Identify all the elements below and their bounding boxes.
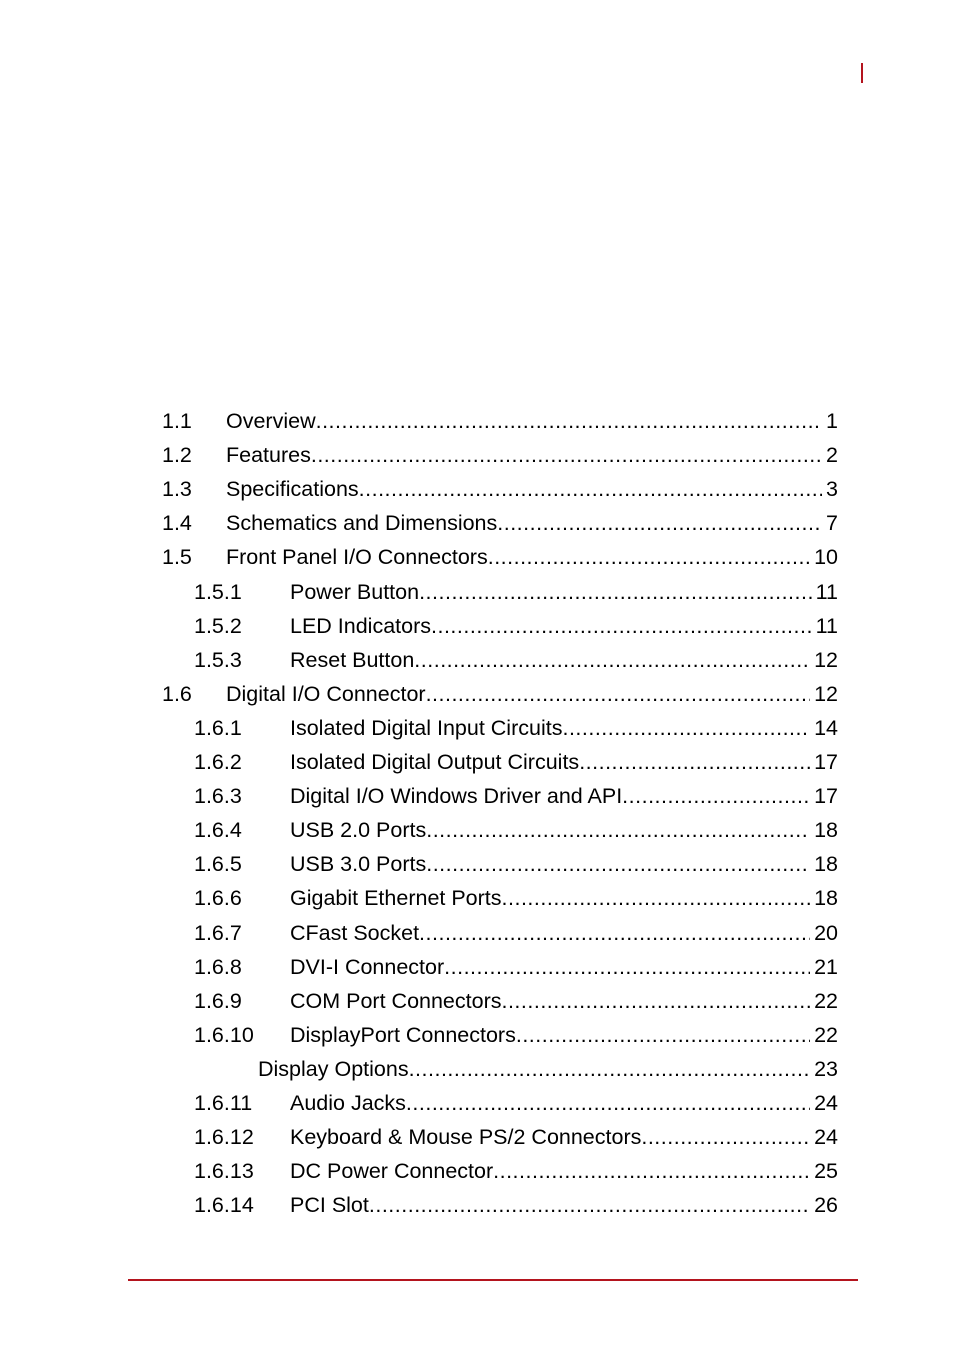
toc-entry-title[interactable]: Keyboard & Mouse PS/2 Connectors xyxy=(290,1125,642,1150)
toc-entry-title[interactable]: CFast Socket xyxy=(290,920,420,945)
toc-section-number: 1.5.1 xyxy=(194,579,242,604)
toc-row[interactable] xyxy=(0,438,954,472)
toc-dot-leader xyxy=(493,1154,810,1188)
toc-section-number: 1.6.11 xyxy=(194,1091,253,1115)
toc-row[interactable] xyxy=(0,472,954,506)
footer-rule xyxy=(128,1279,858,1281)
toc-section-number: 1.6 xyxy=(162,681,192,706)
toc-dot-leader xyxy=(497,506,822,540)
toc-section-number: 1.6.6 xyxy=(194,886,242,911)
toc-dot-leader xyxy=(426,677,811,711)
toc-dot-leader xyxy=(426,813,810,847)
toc-dot-leader xyxy=(502,881,811,915)
toc-entry-title[interactable]: USB 2.0 Ports xyxy=(290,818,427,843)
toc-page-number[interactable]: 11 xyxy=(815,613,838,638)
toc-entry-title[interactable]: Features xyxy=(226,443,311,468)
toc-page-number[interactable]: 14 xyxy=(814,715,838,740)
toc-page-number[interactable]: 24 xyxy=(814,1091,838,1115)
toc-section-number: 1.4 xyxy=(162,511,192,536)
toc-entry-title[interactable]: Display Options xyxy=(258,1056,409,1081)
toc-section-number: 1.6.7 xyxy=(194,920,242,945)
toc-entry-title[interactable]: Reset Button xyxy=(290,647,415,672)
toc-page-number[interactable]: 11 xyxy=(815,579,838,604)
toc-section-number: 1.3 xyxy=(162,477,192,502)
toc-dot-leader xyxy=(409,1052,811,1086)
toc-dot-leader xyxy=(406,1086,810,1120)
toc-dot-leader xyxy=(369,1188,810,1222)
toc-section-number: 1.6.10 xyxy=(194,1022,254,1047)
toc-entry-title[interactable]: USB 3.0 Ports xyxy=(290,852,427,877)
toc-dot-leader xyxy=(562,711,810,745)
toc-section-number: 1.6.9 xyxy=(194,988,242,1013)
toc-dot-leader xyxy=(622,779,810,813)
toc-row[interactable] xyxy=(0,711,954,745)
toc-row[interactable] xyxy=(0,506,954,540)
toc-entry-title[interactable]: DVI-I Connector xyxy=(290,954,445,979)
toc-dot-leader xyxy=(414,643,810,677)
toc-section-number: 1.6.1 xyxy=(194,715,242,740)
toc-entry-title[interactable]: Isolated Digital Input Circuits xyxy=(290,715,563,740)
toc-section-number: 1.2 xyxy=(162,443,192,468)
toc-dot-leader xyxy=(641,1120,810,1154)
toc-dot-leader xyxy=(316,404,822,438)
toc-section-number: 1.5.2 xyxy=(194,613,242,638)
toc-row[interactable] xyxy=(0,813,954,847)
toc-section-number: 1.6.5 xyxy=(194,852,242,877)
toc-entry-title[interactable]: PCI Slot xyxy=(290,1193,369,1218)
toc-row[interactable] xyxy=(0,575,954,609)
toc-entry-title[interactable]: Audio Jacks xyxy=(290,1091,406,1115)
toc-page-number[interactable]: 7 xyxy=(826,511,838,536)
toc-dot-leader xyxy=(419,575,812,609)
toc-dot-leader xyxy=(488,540,810,574)
toc-page-number[interactable]: 1 xyxy=(826,409,838,433)
toc-row[interactable] xyxy=(0,1120,954,1154)
toc-row[interactable] xyxy=(0,1086,954,1120)
toc-section-number: 1.5.3 xyxy=(194,647,242,672)
toc-page-number[interactable]: 18 xyxy=(814,852,838,877)
toc-row[interactable] xyxy=(0,540,954,574)
toc-row[interactable] xyxy=(0,950,954,984)
toc-page-number[interactable]: 22 xyxy=(814,1022,838,1047)
toc-entry-title[interactable]: Schematics and Dimensions xyxy=(226,511,498,536)
toc-page-number[interactable]: 21 xyxy=(814,954,838,979)
toc-entry-title[interactable]: Power Button xyxy=(290,579,420,604)
toc-row[interactable] xyxy=(0,643,954,677)
toc-dot-leader xyxy=(501,984,810,1018)
toc-section-number: 1.6.8 xyxy=(194,954,242,979)
toc-page-number[interactable]: 18 xyxy=(814,886,838,911)
toc-entry-title[interactable]: Digital I/O Windows Driver and API xyxy=(290,784,623,809)
toc-dot-leader xyxy=(579,745,810,779)
toc-row[interactable] xyxy=(0,677,954,711)
toc-page-number[interactable]: 24 xyxy=(814,1125,838,1150)
toc-section-number: 1.6.4 xyxy=(194,818,242,843)
header-accent-mark xyxy=(861,63,863,83)
toc-entry-title[interactable]: Digital I/O Connector xyxy=(226,681,426,706)
toc-page-number[interactable]: 22 xyxy=(814,988,838,1013)
toc-row[interactable] xyxy=(0,1052,954,1086)
toc-row[interactable] xyxy=(0,881,954,915)
toc-row[interactable] xyxy=(0,916,954,950)
toc-entry-title[interactable]: DisplayPort Connectors xyxy=(290,1022,516,1047)
toc-section-number: 1.6.2 xyxy=(194,750,242,774)
toc-section-number: 1.6.3 xyxy=(194,784,242,809)
toc-entry-title[interactable]: LED Indicators xyxy=(290,613,432,638)
toc-entry-title[interactable]: Front Panel I/O Connectors xyxy=(226,545,488,570)
toc-page-number[interactable]: 17 xyxy=(814,784,838,809)
toc-row[interactable] xyxy=(0,609,954,643)
toc-page-number[interactable]: 12 xyxy=(814,681,838,706)
toc-page-number[interactable]: 17 xyxy=(814,750,838,774)
toc-section-number: 1.6.14 xyxy=(194,1193,254,1218)
toc-dot-leader xyxy=(444,950,810,984)
toc-row[interactable] xyxy=(0,984,954,1018)
toc-entry-title[interactable]: Isolated Digital Output Circuits xyxy=(290,750,580,774)
toc-entry-title[interactable]: Overview xyxy=(226,409,316,433)
toc-section-number: 1.1 xyxy=(162,409,192,433)
toc-dot-leader xyxy=(426,847,810,881)
toc-page-number[interactable]: 3 xyxy=(826,477,838,502)
toc-dot-leader xyxy=(419,916,810,950)
toc-row[interactable] xyxy=(0,847,954,881)
toc-page-number[interactable]: 23 xyxy=(814,1056,838,1081)
toc-dot-leader xyxy=(431,609,812,643)
toc-row[interactable] xyxy=(0,1018,954,1052)
toc-section-number: 1.6.12 xyxy=(194,1125,254,1150)
toc-page-number[interactable]: 18 xyxy=(814,818,838,843)
toc-row[interactable] xyxy=(0,1154,954,1188)
toc-section-number: 1.6.13 xyxy=(194,1159,254,1184)
toc-page-number[interactable]: 26 xyxy=(814,1193,838,1218)
toc-row[interactable] xyxy=(0,779,954,813)
toc-row[interactable] xyxy=(0,745,954,779)
toc-page-number[interactable]: 25 xyxy=(814,1159,838,1184)
toc-entry-title[interactable]: Gigabit Ethernet Ports xyxy=(290,886,502,911)
toc-dot-leader xyxy=(359,472,822,506)
toc-page-number[interactable]: 10 xyxy=(814,545,838,570)
toc-entry-title[interactable]: DC Power Connector xyxy=(290,1159,494,1184)
toc-entry-title[interactable]: Specifications xyxy=(226,477,359,502)
toc-dot-leader xyxy=(311,438,822,472)
toc-entry-title[interactable]: COM Port Connectors xyxy=(290,988,502,1013)
toc-page-number[interactable]: 20 xyxy=(814,920,838,945)
toc-dot-leader xyxy=(516,1018,810,1052)
toc-row[interactable] xyxy=(0,404,954,438)
toc-page-number[interactable]: 12 xyxy=(814,647,838,672)
toc-section-number: 1.5 xyxy=(162,545,192,570)
toc-page-number[interactable]: 2 xyxy=(826,443,838,468)
toc-row[interactable] xyxy=(0,1188,954,1222)
